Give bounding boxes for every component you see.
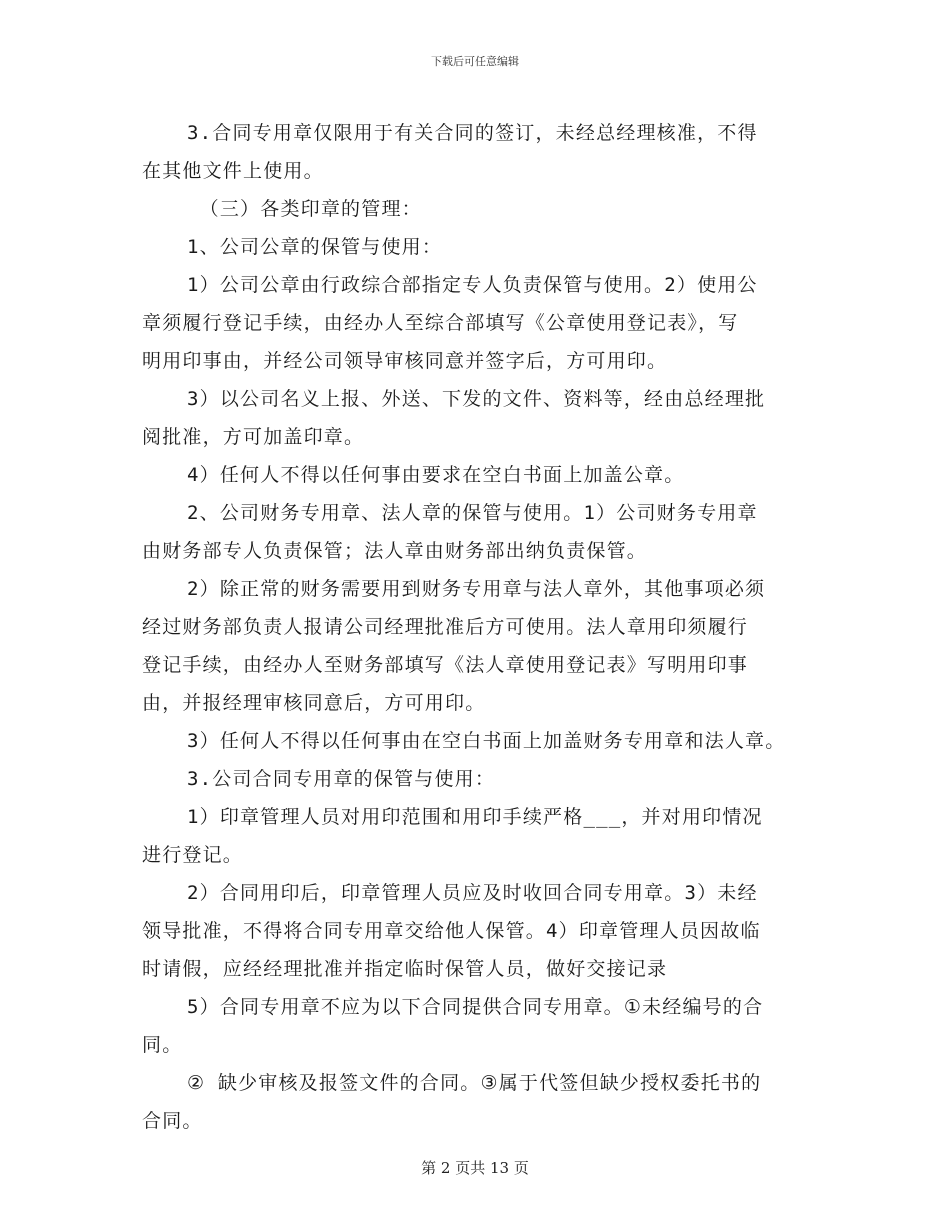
text-line: 登记手续，由经办人至财务部填写《法人章使用登记表》写明用印事 [142,654,749,676]
text-line: ② 缺少审核及报签文件的合同。③属于代签但缺少授权委托书的 [187,1072,762,1094]
text-line: 由财务部专人负责保管；法人章由财务部出纳负责保管。 [142,540,648,562]
text-line: 由，并报经理审核同意后，方可用印。 [142,692,486,714]
text-line: 3）任何人不得以任何事由在空白书面上加盖财务专用章和法人章。 [187,730,786,752]
text-line: 同。 [142,1034,183,1056]
text-line: 4）任何人不得以任何事由要求在空白书面上加盖公章。 [187,464,685,486]
text-line: 1）印章管理人员对用印范围和用印手续严格___，并对用印情况 [187,806,763,828]
text-line: 阅批准，方可加盖印章。 [142,426,365,448]
text-line: 时请假，应经经理批准并指定临时保管人员，做好交接记录 [142,958,668,980]
page-footer: 第 2 页共 13 页 [421,1159,529,1177]
text-line: 经过财务部负责人报请公司经理批准后方可使用。法人章用印须履行 [142,616,749,638]
text-line: 5）合同专用章不应为以下合同提供合同专用章。①未经编号的合 [187,996,764,1018]
text-line: 合同。 [142,1110,203,1132]
text-line: 在其他文件上使用。 [142,160,324,182]
text-line: 3）以公司名义上报、外送、下发的文件、资料等，经由总经理批 [187,388,766,410]
text-line: 进行登记。 [142,844,244,866]
text-line: 2）除正常的财务需要用到财务专用章与法人章外，其他事项必须 [187,578,766,600]
subsection-heading: 3.公司合同专用章的保管与使用： [187,768,496,790]
text-line: 3.合同专用章仅限用于有关合同的签订，未经总经理核准，不得 [187,122,758,144]
document-body [142,114,822,1140]
page-header: 下载后可任意编辑 [431,55,519,68]
text-line: 章须履行登记手续，由经办人至综合部填写《公章使用登记表》，写 [142,312,739,334]
subsection-heading: 2、公司财务专用章、法人章的保管与使用。1）公司财务专用章 [187,502,758,524]
text-line: 1）公司公章由行政综合部指定专人负责保管与使用。2）使用公 [187,274,758,296]
section-heading: （三）各类印章的管理： [187,198,422,220]
text-line: 明用印事由，并经公司领导审核同意并签字后，方可用印。 [142,350,668,372]
text-line: 领导批准，不得将合同专用章交给他人保管。4）印章管理人员因故临 [142,920,761,942]
subsection-heading: 1、公司公章的保管与使用： [187,236,443,258]
text-line: 2）合同用印后，印章管理人员应及时收回合同专用章。3）未经 [187,882,758,904]
